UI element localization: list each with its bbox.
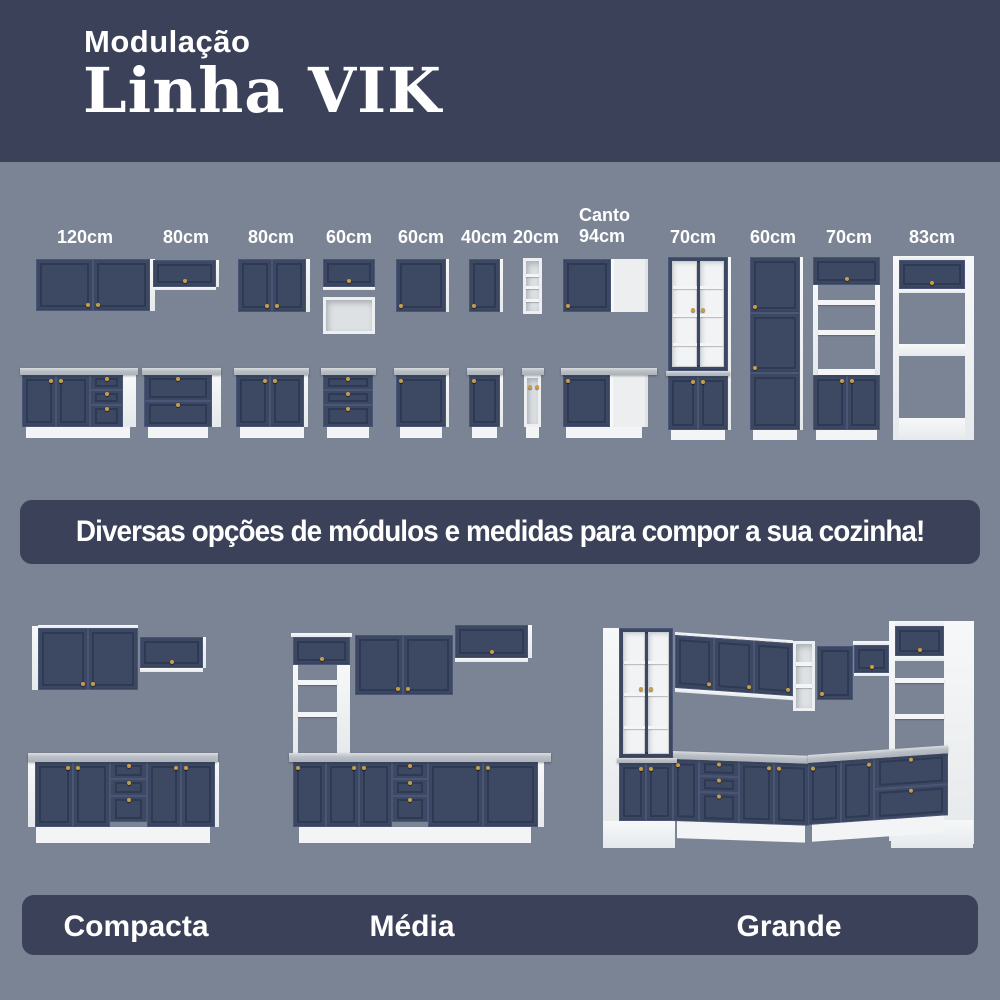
niche-shelf — [526, 286, 539, 289]
cabinet-knob — [352, 766, 356, 770]
open-shelf — [818, 300, 875, 305]
niche-shelf — [796, 684, 812, 688]
glass-shelf — [648, 661, 669, 664]
cabinet-door — [483, 762, 538, 827]
glass-shelf — [673, 343, 697, 346]
cabinet-door — [36, 259, 93, 311]
cabinet-door — [673, 759, 699, 822]
countertop — [20, 368, 138, 375]
cabinet-knob — [717, 795, 721, 799]
cabinet-door — [739, 761, 774, 824]
cabinet-door — [698, 376, 728, 430]
cabinet-knob — [105, 392, 109, 396]
plinth — [327, 427, 369, 438]
niche-interior — [796, 644, 812, 708]
countertop — [321, 368, 376, 375]
niche-interior — [326, 300, 372, 331]
corner-white-panel — [610, 375, 648, 427]
cabinet-knob — [786, 688, 790, 692]
cabinet-knob — [490, 650, 494, 654]
module-size-label-5: 60cm — [397, 227, 445, 247]
niche-shelf — [526, 299, 539, 302]
plinth — [566, 427, 642, 438]
cabinet-knob — [91, 682, 95, 686]
carcass-panel — [446, 375, 449, 427]
cabinet-door — [750, 313, 800, 373]
cabinet-knob — [170, 660, 174, 664]
cabinet-knob — [81, 682, 85, 686]
plinth — [148, 427, 208, 438]
carcass-panel — [203, 637, 206, 668]
cabinet-door — [750, 257, 800, 313]
cabinet-knob — [362, 766, 366, 770]
glass-shelf — [624, 693, 645, 696]
cabinet-door — [396, 375, 446, 427]
cabinet-knob — [49, 379, 53, 383]
cabinet-door — [646, 763, 673, 821]
carcass-panel — [455, 658, 528, 662]
open-shelf — [895, 678, 944, 683]
carcass-panel — [538, 762, 544, 827]
carcass-panel — [293, 665, 298, 755]
cabinet-knob — [767, 766, 771, 770]
countertop — [561, 368, 657, 375]
glass-shelf — [624, 661, 645, 664]
countertop — [289, 753, 551, 762]
kitchen-name-grande: Grande — [736, 910, 842, 943]
module-size-label-1: 120cm — [56, 227, 114, 247]
cabinet-knob — [701, 380, 705, 384]
plinth — [677, 821, 805, 842]
cabinet-knob — [184, 766, 188, 770]
plinth — [26, 427, 130, 438]
kitchen-run-group — [675, 632, 793, 704]
module-size-label-7: 20cm — [512, 227, 560, 247]
glass-shelf — [700, 314, 724, 317]
cabinet-knob — [717, 779, 721, 783]
cabinet-door — [403, 635, 453, 695]
cabinet-knob — [320, 657, 324, 661]
carcass-panel — [500, 259, 503, 312]
countertop — [142, 368, 221, 375]
countertop — [394, 368, 449, 375]
plinth — [400, 427, 442, 438]
cabinet-door — [428, 762, 483, 827]
carcass-panel — [500, 375, 503, 427]
plinth — [816, 430, 877, 440]
cabinet-knob — [296, 766, 300, 770]
open-shelf — [298, 680, 337, 685]
cabinet-knob — [850, 379, 854, 383]
cabinet-knob — [96, 303, 100, 307]
plinth — [472, 427, 497, 438]
cabinet-door — [774, 763, 809, 826]
cabinet-knob — [176, 403, 180, 407]
carcass-panel — [323, 287, 375, 290]
cabinet-knob — [273, 379, 277, 383]
carcass-panel — [528, 625, 532, 658]
cabinet-door — [847, 375, 880, 430]
cabinet-knob — [691, 380, 695, 384]
cabinet-knob — [639, 687, 643, 691]
carcass-panel — [215, 762, 219, 827]
cabinet-knob — [918, 648, 922, 652]
cabinet-knob — [66, 766, 70, 770]
cabinet-door — [38, 628, 88, 690]
countertop — [666, 371, 730, 376]
cabinet-knob — [176, 377, 180, 381]
cabinet-door — [147, 762, 181, 827]
cabinet-knob — [399, 379, 403, 383]
cabinet-knob — [265, 304, 269, 308]
cabinet-door — [326, 762, 359, 827]
cabinet-door — [355, 635, 403, 695]
corner-white-panel — [611, 259, 648, 312]
cabinet-door — [841, 758, 874, 822]
cabinet-knob — [127, 764, 131, 768]
cabinet-knob — [777, 767, 781, 771]
cabinet-knob — [86, 303, 90, 307]
cabinet-knob — [76, 766, 80, 770]
carcass-panel — [875, 285, 880, 375]
plinth — [36, 827, 210, 843]
plinth — [240, 427, 304, 438]
cabinet-knob — [347, 279, 351, 283]
glass-shelf — [700, 343, 724, 346]
cabinet-knob — [820, 692, 824, 696]
cabinet-knob — [408, 798, 412, 802]
cabinet-door — [396, 259, 446, 312]
plinth — [671, 430, 725, 440]
cabinet-door — [668, 376, 698, 430]
cabinet-knob — [845, 277, 849, 281]
cabinet-knob — [535, 385, 539, 389]
module-size-label-10: 60cm — [749, 227, 797, 247]
open-shelf — [895, 714, 944, 719]
carcass-panel — [800, 257, 803, 430]
plinth — [753, 430, 797, 440]
open-shelf — [298, 712, 337, 717]
module-size-label-11: 70cm — [825, 227, 873, 247]
cabinet-knob — [486, 766, 490, 770]
open-shelf — [818, 330, 875, 335]
cabinet-knob — [639, 767, 643, 771]
cabinet-knob — [105, 407, 109, 411]
cabinet-knob — [528, 385, 532, 389]
cabinet-knob — [930, 281, 934, 285]
glass-shelf — [673, 286, 697, 289]
countertop — [522, 368, 544, 375]
cabinet-door — [181, 762, 215, 827]
glass-shelf — [624, 726, 645, 729]
niche-shelf — [796, 662, 812, 666]
countertop — [467, 368, 503, 375]
carcass-panel — [603, 821, 675, 848]
cabinet-knob — [566, 379, 570, 383]
carcass-panel — [306, 259, 310, 312]
countertop — [234, 368, 309, 375]
niche-shelf — [526, 274, 539, 277]
cabinet-door — [73, 762, 110, 827]
glass-shelf — [700, 286, 724, 289]
cabinet-knob — [707, 682, 711, 686]
carcass-panel — [944, 621, 974, 844]
cabinet-knob — [408, 764, 412, 768]
carcass-panel — [899, 418, 965, 440]
cabinet-knob — [476, 766, 480, 770]
carcass-panel — [153, 287, 216, 290]
cabinet-door — [563, 375, 610, 427]
cabinet-knob — [472, 379, 476, 383]
carcass-panel — [123, 375, 136, 427]
cabinet-knob — [275, 304, 279, 308]
carcass-panel — [337, 665, 350, 755]
cabinet-door — [813, 375, 847, 430]
glass-shelf — [648, 693, 669, 696]
cabinet-knob — [717, 763, 721, 767]
countertop — [617, 758, 677, 763]
cabinet-knob — [346, 407, 350, 411]
cabinet-knob — [263, 379, 267, 383]
carcass-panel — [28, 762, 35, 827]
carcass-panel — [446, 259, 449, 312]
kitchen-run-group — [808, 745, 948, 850]
cabinet-knob — [127, 798, 131, 802]
carcass-panel — [854, 673, 889, 676]
cabinet-door — [93, 259, 150, 311]
carcass-panel — [899, 344, 965, 356]
carcass-panel — [895, 656, 944, 661]
cabinet-door — [35, 762, 73, 827]
open-shelf — [818, 369, 875, 375]
module-size-label-2: 80cm — [162, 227, 210, 247]
plinth — [299, 827, 531, 843]
banner — [20, 500, 980, 564]
countertop — [28, 753, 218, 762]
cabinet-knob — [399, 304, 403, 308]
cabinet-knob — [346, 392, 350, 396]
plinth — [526, 427, 539, 438]
cabinet-knob — [396, 687, 400, 691]
cabinet-knob — [346, 377, 350, 381]
glass-shelf — [673, 314, 697, 317]
cabinet-door — [750, 373, 800, 430]
carcass-panel — [216, 260, 219, 287]
module-size-label-9: 70cm — [669, 227, 717, 247]
cabinet-knob — [747, 685, 751, 689]
carcass-panel — [965, 256, 974, 440]
cabinet-knob — [840, 379, 844, 383]
carcass-panel — [304, 375, 308, 427]
header-subtitle: Modulação — [84, 24, 251, 59]
module-size-label-4: 60cm — [325, 227, 373, 247]
module-size-label-12: 83cm — [908, 227, 956, 247]
kitchen-name-media: Média — [369, 910, 455, 943]
cabinet-door — [563, 259, 611, 312]
cabinet-door — [293, 762, 326, 827]
cabinet-knob — [676, 763, 680, 767]
cabinet-knob — [649, 767, 653, 771]
cabinet-knob — [649, 687, 653, 691]
cabinet-knob — [566, 304, 570, 308]
carcass-panel — [899, 289, 965, 293]
kitchen-run-group — [673, 751, 809, 851]
cabinet-knob — [174, 766, 178, 770]
cabinet-door — [619, 763, 646, 821]
cabinet-knob — [753, 305, 757, 309]
carcass-panel — [212, 375, 221, 427]
cabinet-knob — [870, 665, 874, 669]
cabinet-knob — [105, 377, 109, 381]
kitchen-name-compacta: Compacta — [63, 910, 209, 943]
carcass-panel — [140, 668, 203, 672]
module-size-label-3: 80cm — [247, 227, 295, 247]
carcass-panel — [728, 257, 731, 430]
cabinet-knob — [127, 781, 131, 785]
banner-text: Diversas opções de módulos e medidas para compor a sua cozinha! — [75, 515, 925, 548]
cabinet-knob — [406, 687, 410, 691]
cabinet-knob — [472, 304, 476, 308]
cabinet-door — [88, 628, 138, 690]
header-title: Linha VIK — [83, 54, 443, 127]
module-size-label-6: 40cm — [460, 227, 508, 247]
cabinet-door — [359, 762, 392, 827]
glass-shelf — [648, 726, 669, 729]
cabinet-knob — [183, 279, 187, 283]
cabinet-knob — [59, 379, 63, 383]
cabinet-knob — [753, 366, 757, 370]
module-size-label-8: Canto 94cm — [579, 205, 630, 246]
carcass-panel — [603, 628, 619, 844]
cabinet-knob — [408, 781, 412, 785]
